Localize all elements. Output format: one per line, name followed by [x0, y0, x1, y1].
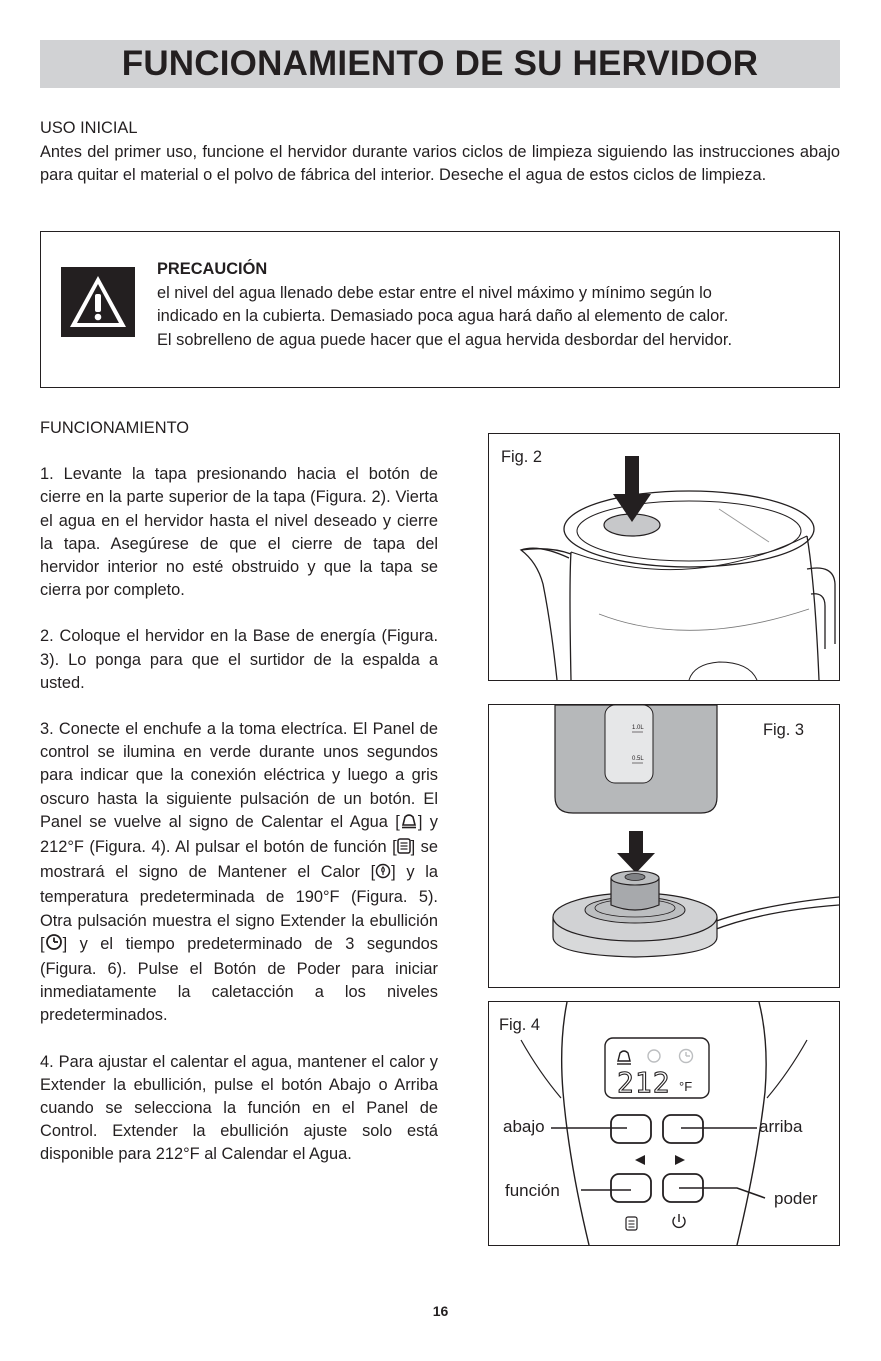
callout-down: abajo: [503, 1117, 545, 1136]
figure-2-label: Fig. 2: [501, 448, 542, 466]
level-max-label: 1.0L: [632, 725, 644, 731]
step-3: [40, 718, 438, 1028]
right-arrow-icon: [675, 1155, 685, 1165]
title-banner: [40, 40, 840, 88]
figure-4: [488, 1001, 840, 1246]
heat-water-icon: [400, 813, 418, 836]
figure-3-label: Fig. 3: [763, 721, 804, 739]
power-icon: [673, 1214, 685, 1227]
kettle-on-base-illustration: [489, 705, 839, 987]
extend-boil-icon: [45, 933, 63, 958]
caution-title: PRECAUCIÓN: [157, 260, 268, 278]
step-3-part: 3. Conecte el enchufe a la toma electríca. El Panel de control se ilumina en verde durante unos segundos para indicar que la conexión eléctrica y luego a gris oscuro hasta la siguiente pulsación de un botón. El Panel se vuelve al signo de Calentar el Agua [: [40, 720, 438, 831]
display-keep-warm-icon: [648, 1050, 660, 1062]
page-title: FUNCIONAMIENTO DE SU HERVIDOR: [121, 44, 759, 83]
keep-warm-icon: [375, 863, 391, 886]
operation-heading: FUNCIONAMIENTO: [40, 419, 190, 437]
kettle-lid-illustration: [489, 434, 839, 680]
step-1: 1. Levante la tapa presionando hacia el botón de cierre en la parte superior de la tapa (Figura. 2). Vierta el agua en el hervidor hasta el nivel deseado y cierre la tapa. Asegúrese de que el cierre de tapa del hervidor interior no esté obstruido y que la tapa se cierra por completo.: [40, 465, 438, 600]
caution-box: [40, 231, 840, 388]
display-unit: °F: [679, 1079, 693, 1094]
callout-up: arriba: [759, 1117, 803, 1136]
figure-4-label: Fig. 4: [499, 1016, 540, 1034]
function-icon: [397, 838, 411, 861]
operation-section: [40, 417, 438, 1190]
warning-triangle-icon: [61, 267, 135, 337]
caution-line: el nivel del agua llenado debe estar entre el nivel máximo y mínimo según lo: [157, 283, 712, 302]
step-2: 2. Coloque el hervidor en la Base de energía (Figura. 3). Lo ponga para que el surtidor de la espalda a usted.: [40, 627, 438, 692]
caution-line: El sobrelleno de agua puede hacer que el agua hervida desbordar del hervidor.: [157, 330, 732, 349]
level-min-label: 0.5L: [632, 756, 644, 762]
figure-2: [488, 433, 840, 681]
step-3-part: ] y 212°F (Figura. 4). Al pulsar el botón de función [: [40, 812, 438, 857]
display-heat-icon: [617, 1051, 631, 1064]
figure-3: [488, 704, 840, 988]
function-icon: [626, 1217, 637, 1230]
display-timer-icon: [680, 1050, 693, 1063]
callout-power: poder: [774, 1189, 818, 1208]
step-3-part: ] se mostrará el signo de Mantener el Calor [: [40, 838, 438, 882]
caution-line: indicado en la cubierta. Demasiado poca agua hará daño al elemento de calor.: [157, 307, 729, 325]
intro-heading: USO INICIAL: [40, 119, 138, 137]
caution-text: [157, 258, 827, 352]
intro-section: [40, 117, 840, 188]
display-temperature: 212: [617, 1066, 671, 1099]
callout-function: función: [505, 1181, 560, 1200]
step-4: 4. Para ajustar el calentar el agua, mantener el calor y Extender la ebullición, pulse el botón Abajo o Arriba cuando se selecciona la función en el Panel de Control. Extender la ebullición ajuste solo está disponible para 212°F al Calendar el Agua.: [40, 1052, 438, 1164]
intro-body: Antes del primer uso, funcione el hervidor durante varios ciclos de limpieza siguiendo las instrucciones abajo para quitar el material o el polvo de fábrica del interior. Deseche el agua de estos ciclos de limpieza.: [40, 142, 840, 184]
left-arrow-icon: [635, 1155, 645, 1165]
step-3-part: ] y el tiempo predeterminado de 3 segundos (Figura. 6). Pulse el Botón de Poder para iniciar inmediatamente la caletacción a los niveles predeterminados.: [40, 934, 438, 1025]
page-number: 16: [432, 1303, 449, 1319]
step-3-part: ] y la temperatura predeterminada de 190°F (Figura. 5). Otra pulsación muestra el signo Extender la ebullición [: [40, 863, 438, 953]
